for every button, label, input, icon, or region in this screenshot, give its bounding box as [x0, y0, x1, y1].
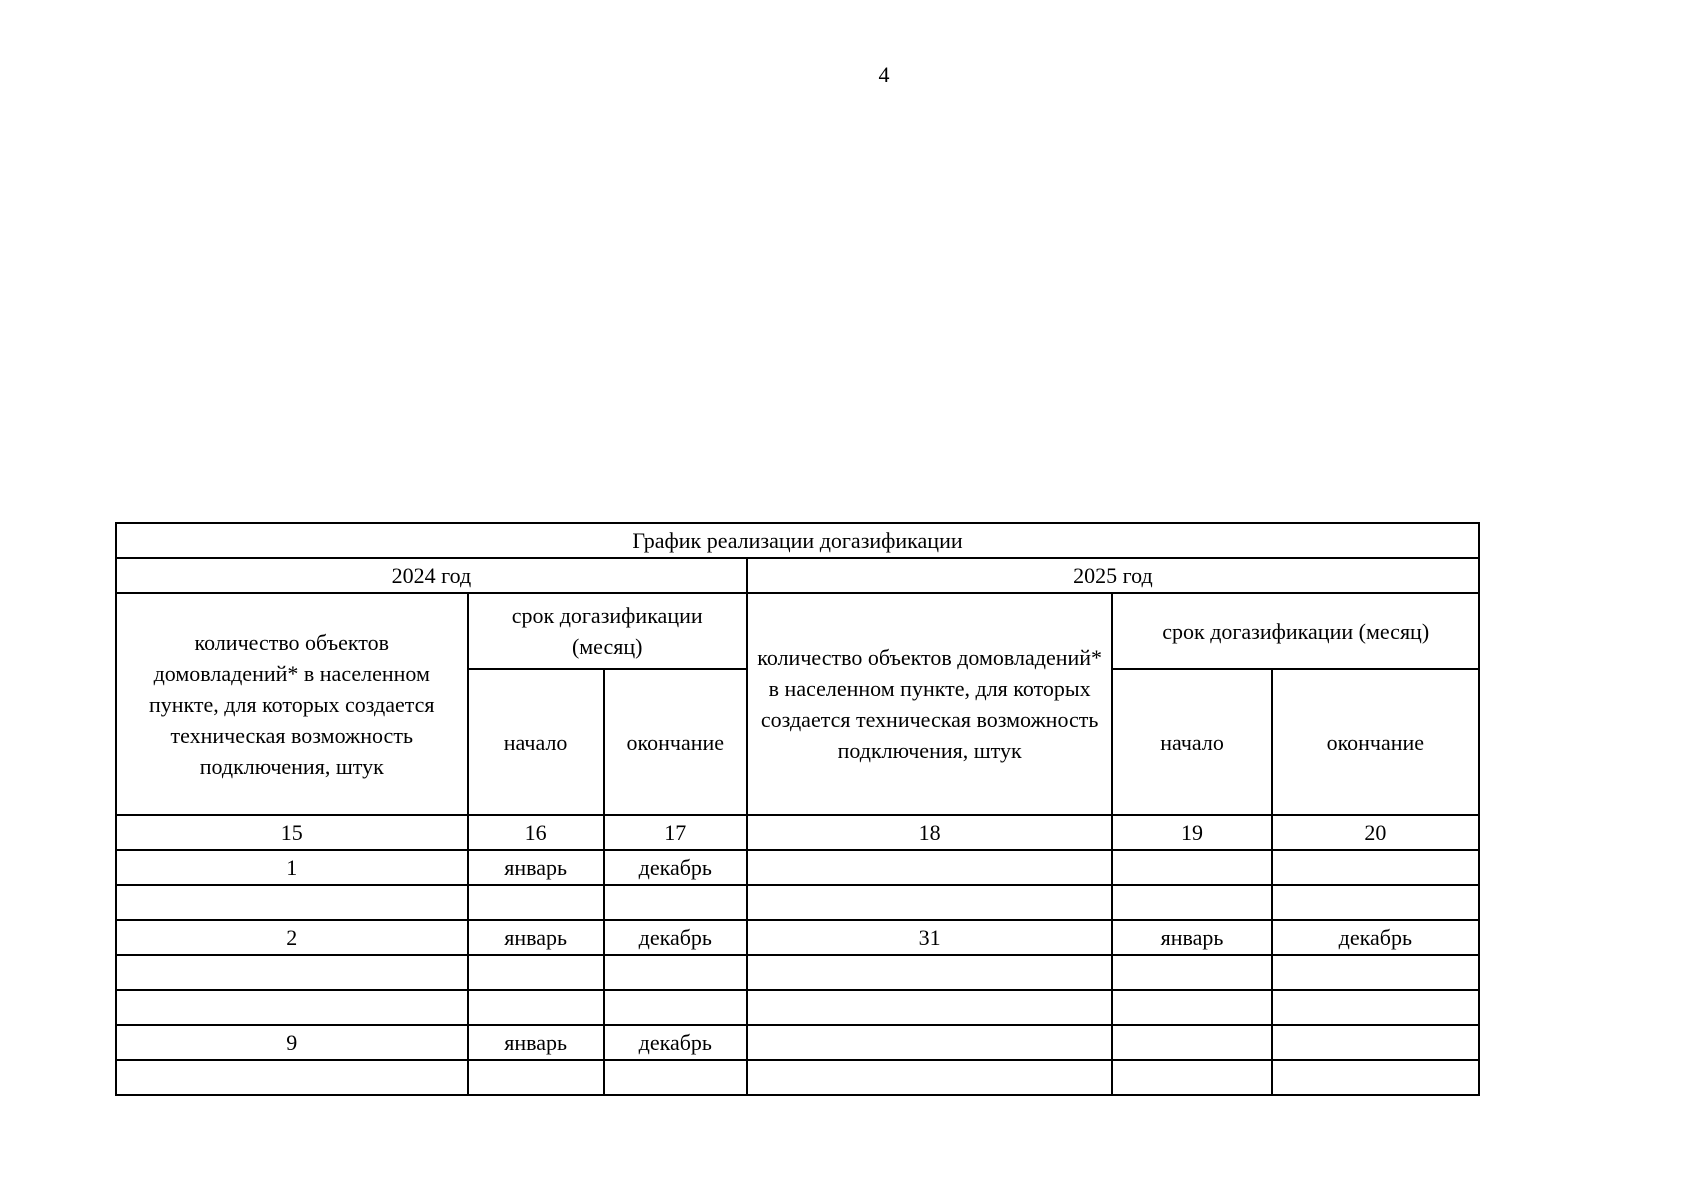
table-cell	[468, 885, 604, 920]
table-row	[116, 955, 1479, 990]
table-cell	[1112, 990, 1271, 1025]
column-number-row	[116, 815, 1479, 850]
table-row	[116, 885, 1479, 920]
table-cell	[1272, 990, 1479, 1025]
table-cell	[1112, 955, 1271, 990]
table-cell	[1272, 1025, 1479, 1060]
table-cell	[604, 955, 747, 990]
column-number: 20	[1272, 815, 1479, 850]
column-number: 17	[604, 815, 747, 850]
table-cell	[116, 1060, 468, 1095]
table-cell	[747, 990, 1113, 1025]
table-row	[116, 850, 1479, 885]
table-row	[116, 990, 1479, 1025]
table-cell	[604, 1060, 747, 1095]
table-cell	[116, 990, 468, 1025]
table-cell: январь	[468, 1025, 604, 1060]
table-cell	[1112, 1025, 1271, 1060]
table-cell	[1272, 850, 1479, 885]
count-header-2024: количество объектов домовладений* в населенном пункте, для которых создается техническая возможность подключения, штук	[116, 593, 468, 815]
table-cell	[116, 955, 468, 990]
table-cell	[747, 1025, 1113, 1060]
table-cell: 9	[116, 1025, 468, 1060]
table-cell: январь	[468, 920, 604, 955]
table-cell: январь	[1112, 920, 1271, 955]
column-number: 15	[116, 815, 468, 850]
table-cell	[468, 955, 604, 990]
year-2025-header: 2025 год	[747, 558, 1479, 593]
end-header-2025: окончание	[1272, 669, 1479, 815]
table-cell	[1112, 885, 1271, 920]
column-header-row-1	[116, 593, 1479, 669]
table-cell: декабрь	[604, 920, 747, 955]
term-header-2025: срок догазификации (месяц)	[1112, 593, 1479, 669]
table-cell: декабрь	[1272, 920, 1479, 955]
start-header-2024: начало	[468, 669, 604, 815]
table-cell: 31	[747, 920, 1113, 955]
year-header-row	[116, 558, 1479, 593]
table-cell	[1272, 1060, 1479, 1095]
table-cell	[1112, 850, 1271, 885]
table-cell: декабрь	[604, 1025, 747, 1060]
year-2024-header: 2024 год	[116, 558, 747, 593]
table-cell	[747, 955, 1113, 990]
table-cell	[747, 1060, 1113, 1095]
end-header-2024: окончание	[604, 669, 747, 815]
count-header-2025: количество объектов домовладений* в населенном пункте, для которых создается техническая возможность подключения, штук	[747, 593, 1113, 815]
table-cell	[747, 850, 1113, 885]
table-cell: декабрь	[604, 850, 747, 885]
table-row	[116, 1025, 1479, 1060]
table-title: График реализации догазификации	[116, 523, 1479, 558]
table-row	[116, 1060, 1479, 1095]
table-row	[116, 920, 1479, 955]
table-cell	[1272, 955, 1479, 990]
term-header-2024: срок догазификации (месяц)	[468, 593, 747, 669]
column-number: 18	[747, 815, 1113, 850]
dogazification-schedule-table	[115, 522, 1480, 1096]
table-cell	[116, 885, 468, 920]
table-cell	[747, 885, 1113, 920]
column-number: 16	[468, 815, 604, 850]
column-number: 19	[1112, 815, 1271, 850]
table-cell: 1	[116, 850, 468, 885]
table-cell	[1112, 1060, 1271, 1095]
table-cell	[468, 990, 604, 1025]
page-number: 4	[878, 62, 890, 87]
table-cell	[604, 885, 747, 920]
table-cell	[1272, 885, 1479, 920]
table-cell: 2	[116, 920, 468, 955]
table-cell	[468, 1060, 604, 1095]
table-title-row	[116, 523, 1479, 558]
table-cell: январь	[468, 850, 604, 885]
start-header-2025: начало	[1112, 669, 1271, 815]
table-cell	[604, 990, 747, 1025]
